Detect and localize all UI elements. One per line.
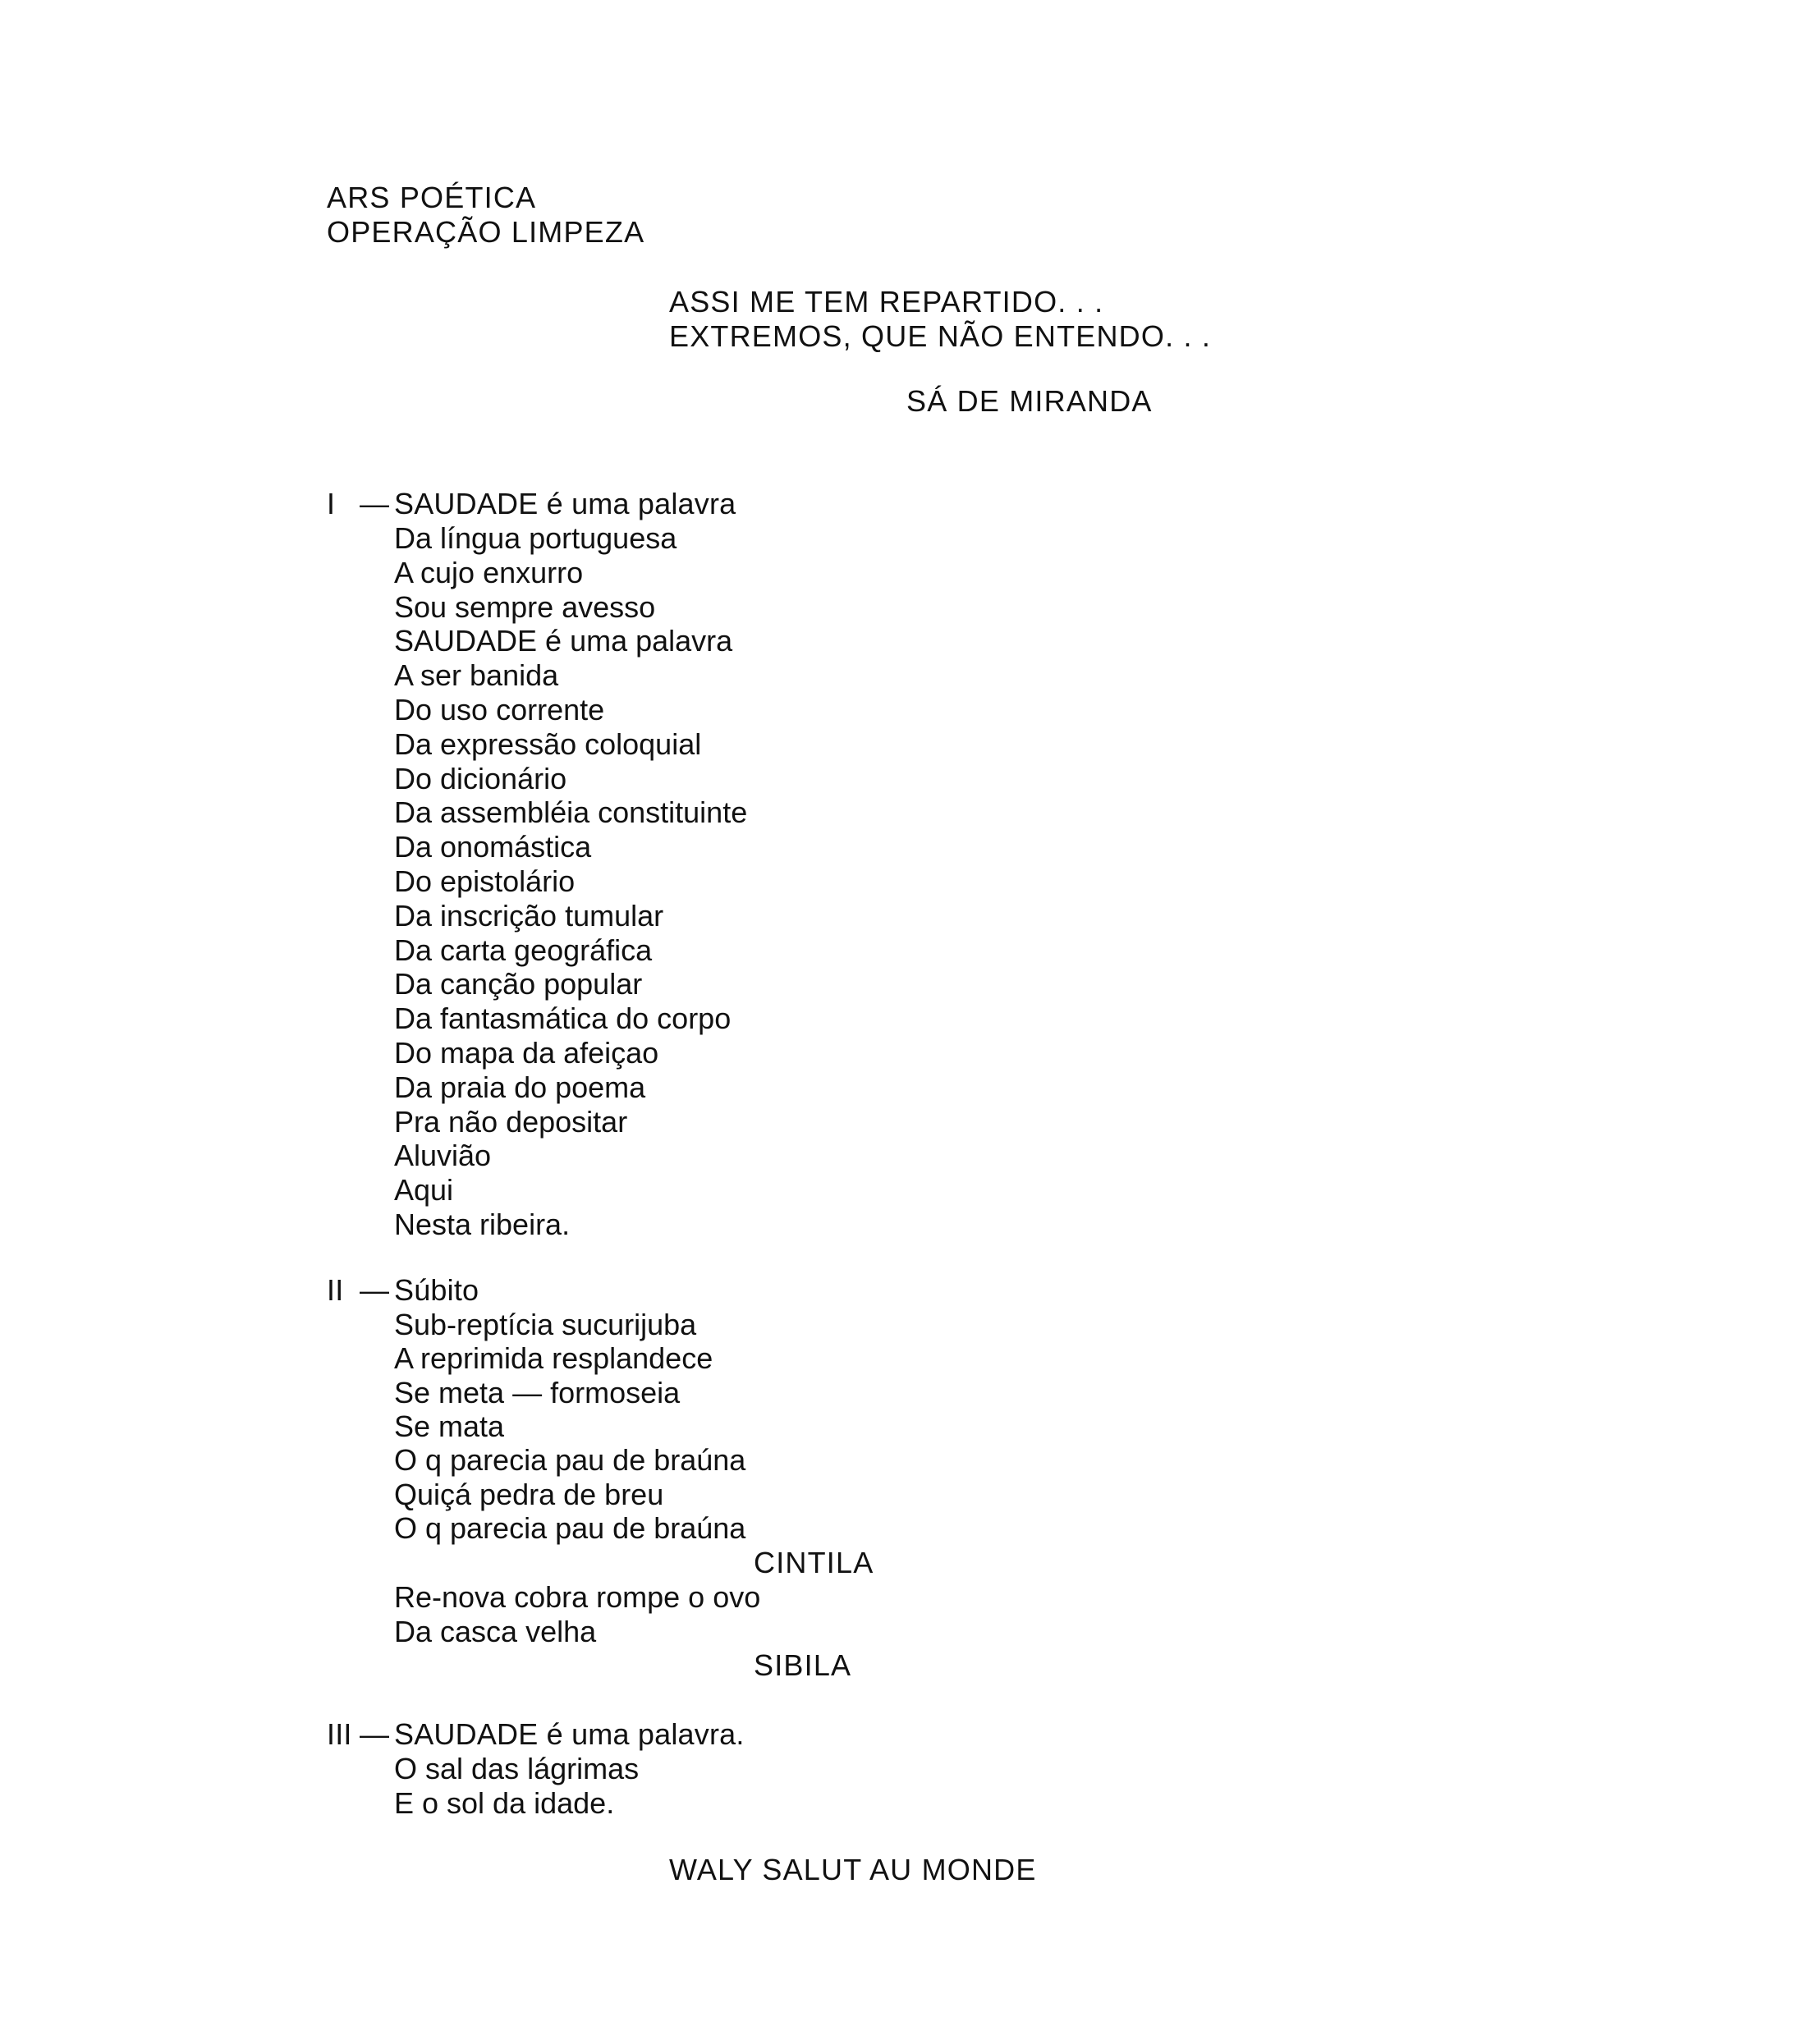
verse-line: A ser banida — [394, 658, 559, 693]
signature: WALY SALUT AU MONDE — [669, 1853, 1037, 1886]
section-1-first-line: SAUDADE é uma palavra — [394, 487, 736, 520]
verse-line: Da expressão coloquial — [394, 726, 702, 761]
verse-line: O q parecia pau de braúna — [394, 1510, 746, 1545]
verse-line: Pra não depositar — [394, 1104, 628, 1139]
verse-line: Da canção popular — [394, 967, 643, 1001]
verse-line: Da casca velha — [394, 1614, 597, 1648]
verse-line: Aluvião — [394, 1139, 492, 1173]
verse-line: SAUDADE é uma palavra — [394, 624, 733, 658]
verse-line: Aqui — [394, 1173, 454, 1208]
epigraph-line-1: ASSI ME TEM REPARTIDO. . . — [669, 285, 1104, 319]
verse-line: Sou sempre avesso — [394, 589, 656, 624]
verse-line: Se meta — formoseia — [394, 1375, 681, 1409]
verse-line: Da inscrição tumular — [394, 898, 664, 933]
verse-line: Da língua portuguesa — [394, 521, 677, 555]
verse-line: Se mata — [394, 1409, 505, 1443]
verse-line: A reprimida resplandece — [394, 1341, 713, 1376]
section-3-dash: — — [360, 1717, 390, 1751]
verse-line: Do epistolário — [394, 864, 576, 898]
verse-line: Da assembléia constituinte — [394, 795, 748, 830]
verse-line: Quiçá pedra de breu — [394, 1477, 664, 1511]
section-1-dash: — — [360, 487, 390, 520]
epigraph-line-2: EXTREMOS, QUE NÃO ENTENDO. . . — [669, 319, 1212, 353]
verse-line: Da onomástica — [394, 830, 592, 864]
verse-line: O sal das lágrimas — [394, 1752, 640, 1785]
section-2-shout-sibila: SIBILA — [754, 1648, 852, 1682]
section-3-marker: III — [327, 1717, 352, 1751]
section-2-first-line: Súbito — [394, 1273, 479, 1307]
verse-line: Do mapa da afeiçao — [394, 1036, 659, 1070]
verse-line: Do uso corrente — [394, 693, 605, 726]
verse-line: Sub-reptícia sucurijuba — [394, 1308, 697, 1341]
epigraph-author: SÁ DE MIRANDA — [906, 384, 1153, 418]
verse-line: Do dicionário — [394, 761, 567, 795]
section-2-dash: — — [360, 1273, 390, 1307]
verse-line: O q parecia pau de braúna — [394, 1443, 746, 1478]
verse-line: A cujo enxurro — [394, 555, 584, 589]
section-3-first-line: SAUDADE é uma palavra. — [394, 1717, 745, 1751]
verse-line: Da fantasmática do corpo — [394, 1001, 732, 1036]
verse-line: E o sol da idade. — [394, 1786, 615, 1820]
title-line-1: ARS POÉTICA — [327, 181, 537, 214]
verse-line: Nesta ribeira. — [394, 1208, 571, 1241]
section-1-marker: I — [327, 487, 336, 520]
title-line-2: OPERAÇÃO LIMPEZA — [327, 215, 645, 249]
verse-line: Da carta geográfica — [394, 933, 653, 967]
section-2-shout-cintila: CINTILA — [754, 1546, 874, 1579]
verse-line: Da praia do poema — [394, 1070, 646, 1104]
section-2-marker: II — [327, 1273, 344, 1307]
verse-line: Re-nova cobra rompe o ovo — [394, 1580, 761, 1614]
